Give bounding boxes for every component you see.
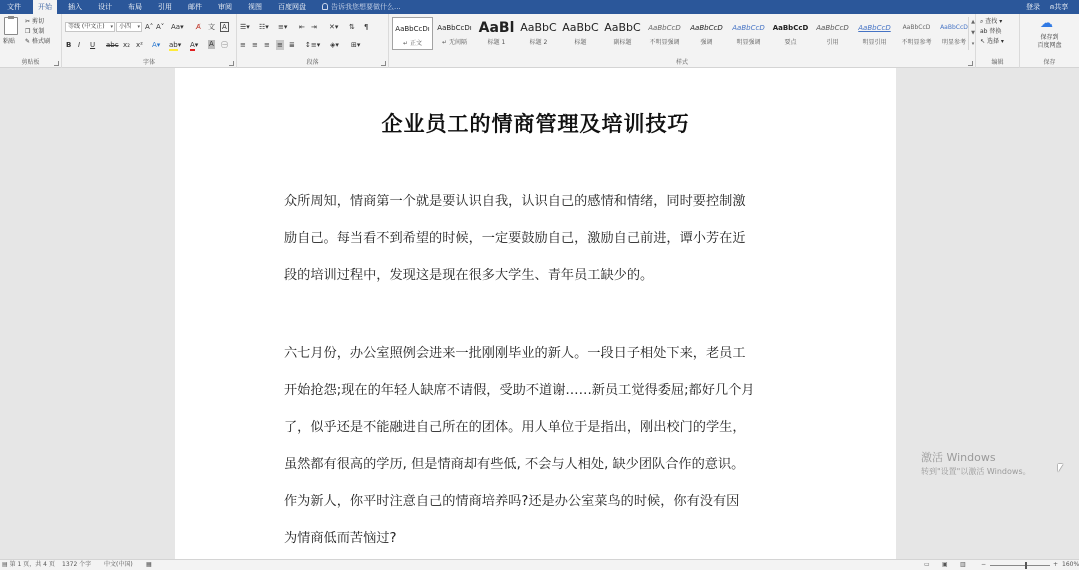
italic-icon[interactable]: I [78, 41, 81, 49]
style-subtle-emphasis[interactable]: AaBbCcD 不明显强调 [648, 24, 681, 46]
style-heading-2[interactable]: AaBbC 标题 2 [520, 21, 557, 46]
style-subtitle[interactable]: AaBbC 副标题 [604, 21, 641, 46]
borders-icon[interactable]: ⊞▾ [351, 41, 361, 49]
replace-button[interactable]: ab 替换 [980, 28, 1002, 35]
select-button[interactable]: ↖ 选择 ▾ [980, 38, 1004, 45]
editing-group [976, 14, 1020, 68]
paragraph-group-label: 段落 [306, 59, 319, 66]
web-layout-icon[interactable]: ▥ [960, 561, 966, 568]
tab-review[interactable]: 审阅 [218, 3, 232, 11]
tab-design[interactable]: 设计 [98, 3, 112, 11]
superscript-icon[interactable]: x² [136, 41, 143, 49]
decrease-indent-icon[interactable]: ⇤ [299, 23, 305, 31]
text-line: 了，似乎还是不能融进自己所在的团体。用人单位于是指出，刚出校门的学生， [284, 420, 746, 435]
find-button[interactable]: ⌕ 查找 ▾ [980, 18, 1003, 25]
style-gallery [390, 17, 972, 53]
ribbon [0, 14, 1079, 68]
lightbulb-icon [322, 3, 328, 10]
save-group [1020, 14, 1079, 68]
style-strong[interactable]: AaBbCcD 要点 [772, 24, 809, 46]
chevron-down-icon: ▾ [137, 24, 140, 30]
brush-icon: ✎ [25, 38, 31, 45]
page-icon: ▤ [2, 561, 8, 568]
zoom-slider-thumb[interactable] [1025, 562, 1027, 569]
save-group-label: 保存 [1043, 59, 1056, 66]
justify-icon[interactable]: ≡ [277, 41, 283, 49]
numbering-icon[interactable]: ☷▾ [259, 23, 269, 31]
paragraph-group [237, 14, 389, 68]
text-line: 励自己。每当看不到希望的时候，一定要鼓励自己，激励自己前进，谭小芳在近 [284, 231, 746, 246]
text-line: 作为新人，你平时注意自己的情商培养吗?还是办公室菜鸟的时候，你有没有因 [284, 494, 740, 509]
page-indicator[interactable]: ▤ 第 1 页，共 4 页 [2, 561, 55, 568]
zoom-in-button[interactable]: + [1053, 561, 1059, 568]
clipboard-group [0, 14, 62, 68]
subscript-icon[interactable]: x₂ [123, 41, 130, 49]
show-marks-icon[interactable]: ¶ [364, 23, 369, 31]
document-page[interactable] [175, 68, 896, 559]
tab-references[interactable]: 引用 [158, 3, 172, 11]
tab-layout[interactable]: 布局 [128, 3, 142, 11]
chinese-layout-icon[interactable]: ✕▾ [329, 23, 339, 31]
sort-icon[interactable]: ⇅ [349, 23, 355, 31]
paste-icon[interactable] [4, 17, 18, 35]
align-center-icon[interactable]: ≡ [252, 41, 258, 49]
copy-icon: ❐ [25, 28, 31, 35]
font-launcher-icon[interactable] [229, 61, 234, 66]
watermark-line-2: 转到"设置"以激活 Windows。 [921, 467, 1031, 476]
increase-indent-icon[interactable]: ⇥ [311, 23, 317, 31]
tell-me-box[interactable] [322, 0, 401, 14]
macro-record-icon[interactable]: ▦ [146, 561, 152, 568]
clipboard-group-label: 剪贴板 [21, 59, 40, 66]
tab-file[interactable]: 文件 [7, 3, 21, 11]
char-border-icon[interactable]: A [222, 23, 227, 31]
tab-baidu-netdisk[interactable]: 百度网盘 [278, 3, 306, 11]
person-icon: ⍝ [1050, 3, 1055, 11]
scissors-icon: ✂ [25, 18, 31, 25]
style-gallery-scroll[interactable]: ▲ ▼ ▾ [968, 17, 977, 50]
grow-font-icon[interactable]: A˄ [145, 23, 154, 31]
bold-icon[interactable]: B [66, 41, 72, 49]
align-right-icon[interactable]: ≡ [264, 41, 270, 49]
tell-me-text: 告诉我您想要做什么... [331, 3, 401, 11]
font-size-combo[interactable]: 小四 ▾ [116, 22, 142, 32]
text-line: 六七月份，办公室照例会进来一批刚刚毕业的新人。一段日子相处下来，老员工 [284, 346, 746, 361]
text-line: 虽然都有很高的学历, 但是情商却有些低, 不会与人相处, 缺少团队合作的意识。 [284, 457, 745, 472]
zoom-out-button[interactable]: − [981, 561, 987, 568]
read-mode-icon[interactable]: ▭ [924, 561, 930, 568]
style-subtle-reference[interactable]: AaBbCcD 不明显参考 [901, 24, 932, 46]
style-normal[interactable]: AaBbCcDı ↵ 正文 [392, 17, 433, 50]
text-line: 为情商低而苦恼过? [284, 531, 397, 546]
document-title: 企业员工的情商管理及培训技巧 [381, 112, 690, 136]
distributed-icon[interactable]: ≣ [289, 41, 295, 49]
style-intense-reference[interactable]: AaBbCcD 明显参考 [940, 24, 968, 46]
cut-button[interactable]: ✂ 剪切 [25, 18, 44, 25]
multilevel-list-icon[interactable]: ≡▾ [278, 23, 288, 31]
styles-launcher-icon[interactable] [968, 61, 973, 66]
align-left-icon[interactable]: ≡ [240, 41, 246, 49]
chevron-down-icon: ▾ [110, 24, 113, 30]
editing-group-label: 编辑 [991, 59, 1004, 66]
text-line: 众所周知，情商第一个就是要认识自我，认识自己的感情和情绪，同时要控制激 [284, 194, 746, 209]
font-group [62, 14, 237, 68]
highlight-icon[interactable]: ab▾ [169, 41, 182, 49]
share-button[interactable] [1050, 0, 1068, 14]
bullets-icon[interactable]: ☰▾ [240, 23, 250, 31]
strikethrough-icon[interactable]: abc [106, 41, 119, 49]
activate-windows-watermark [921, 449, 1031, 477]
document-canvas[interactable] [0, 68, 1079, 559]
change-case-icon[interactable]: Aa▾ [171, 23, 184, 31]
clipboard-launcher-icon[interactable] [54, 61, 59, 66]
font-color-icon[interactable]: A▾ [190, 41, 199, 49]
mouse-pointer-icon [1058, 464, 1063, 472]
enclose-char-icon[interactable]: ㊀ [221, 41, 228, 49]
word-count[interactable]: 1372 个字 [62, 561, 92, 568]
baidu-cloud-icon: ☁ [1040, 16, 1053, 31]
paragraph-1 [284, 183, 789, 294]
tab-insert[interactable]: 插入 [68, 3, 82, 11]
language-indicator[interactable]: 中文(中国) [104, 561, 133, 568]
styles-group-label: 样式 [675, 59, 688, 66]
text-effects-icon[interactable]: A▾ [152, 41, 161, 49]
style-intense-emphasis[interactable]: AaBbCcD 明显强调 [732, 24, 765, 46]
copy-button[interactable]: ❐ 复制 [25, 28, 45, 35]
style-title[interactable]: AaBbC 标题 [562, 21, 599, 46]
paragraph-2 [284, 335, 789, 557]
replace-icon: ab [980, 28, 988, 35]
paragraph-launcher-icon[interactable] [381, 61, 386, 66]
text-line: 开始抢怨;现在的年轻人缺席不请假，受助不道谢……新员工觉得委屈;都好几个月 [284, 383, 755, 398]
shrink-font-icon[interactable]: A˅ [156, 23, 165, 31]
print-layout-icon[interactable]: ▣ [942, 561, 948, 568]
underline-icon[interactable]: U [90, 41, 96, 49]
font-group-label: 字体 [142, 59, 155, 66]
font-name-combo[interactable]: 等线 (中文正) ▾ [65, 22, 115, 32]
style-heading-1[interactable]: AaBl 标题 1 [478, 20, 515, 46]
search-icon: ⌕ [980, 18, 984, 25]
cursor-icon: ↖ [980, 38, 986, 45]
status-bar [0, 559, 1079, 570]
zoom-level[interactable]: 160% [1062, 561, 1079, 568]
style-no-spacing[interactable]: AaBbCcDı ↵ 无间隔 [437, 24, 472, 46]
zoom-slider[interactable] [990, 565, 1050, 566]
save-to-netdisk-button[interactable]: 保存到 百度网盘 [1037, 34, 1062, 49]
style-intense-quote[interactable]: AaBbCcD 明显引用 [858, 24, 891, 46]
phonetic-guide-icon[interactable]: 文 [208, 23, 215, 31]
share-label: 共享 [1054, 3, 1069, 11]
paste-button[interactable]: 粘贴 [3, 38, 16, 45]
tab-view[interactable]: 视图 [248, 3, 262, 11]
tab-home[interactable]: 开始 [33, 0, 57, 15]
format-painter-button[interactable]: ✎ 格式刷 [25, 38, 50, 45]
line-spacing-icon[interactable]: ↕≡▾ [305, 41, 321, 49]
style-emphasis[interactable]: AaBbCcD 强调 [690, 24, 723, 46]
text-line: 段的培训过程中，发现这是现在很多大学生、青年员工缺少的。 [284, 268, 654, 283]
clear-formatting-icon[interactable]: A̸ [196, 23, 201, 31]
watermark-line-1: 激活 Windows [921, 451, 996, 464]
shading-icon[interactable]: ◈▾ [330, 41, 339, 49]
char-shading-icon[interactable]: A [209, 40, 214, 48]
style-quote[interactable]: AaBbCcD 引用 [816, 24, 849, 46]
signin-link[interactable]: 登录 [1026, 3, 1040, 11]
tab-mailings[interactable]: 邮件 [188, 3, 202, 11]
ribbon-tab-bar [0, 0, 1079, 14]
